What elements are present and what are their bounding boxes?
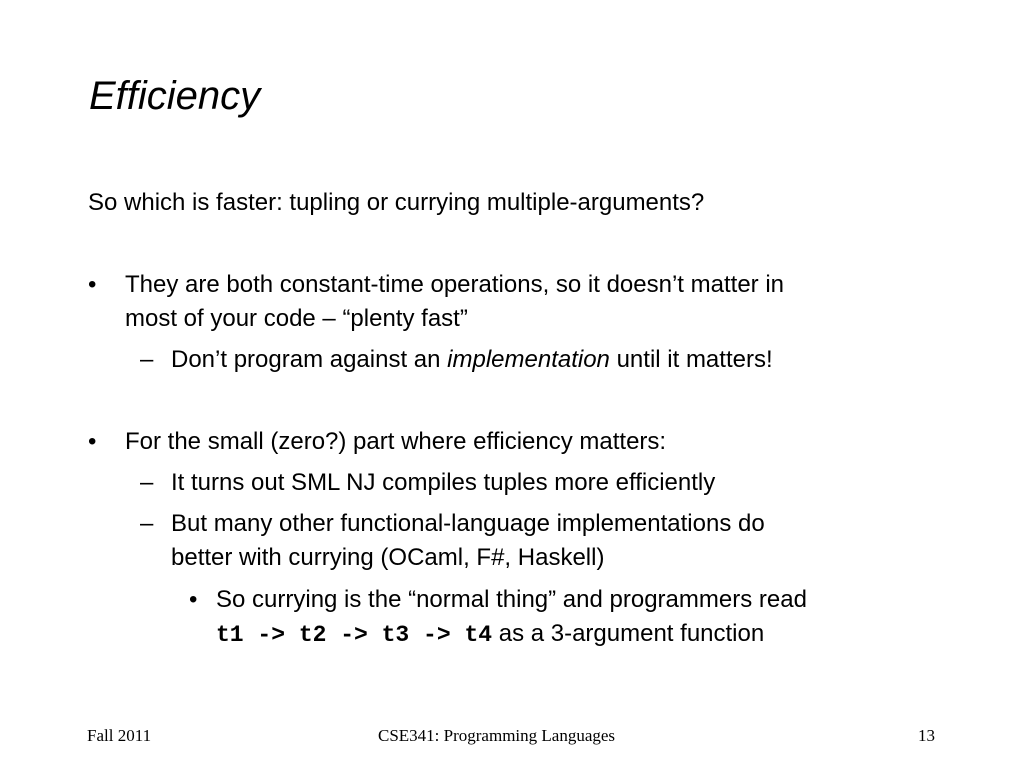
dash-marker: –: [140, 469, 154, 496]
bullet-text: For the small (zero?) part where efficiency matters:: [125, 428, 667, 455]
bullet-constant-time: [88, 268, 784, 336]
sub-bullet-other-implementations: [140, 507, 765, 575]
text-before-emphasis: Don’t program against an: [171, 346, 448, 373]
bullet-marker: •: [88, 271, 97, 298]
dash-marker: –: [140, 510, 154, 537]
slide-title: Efficiency: [89, 74, 261, 118]
sub-bullet-text-line-2: better with currying (OCaml, F#, Haskell): [171, 544, 605, 571]
bullet-marker: •: [189, 586, 198, 613]
dash-marker: –: [140, 346, 154, 373]
sub-bullet-text: [171, 343, 773, 377]
sub-bullet-implementation: [140, 343, 773, 377]
footer-course: CSE341: Programming Languages: [378, 726, 616, 745]
emphasis-text: implementation: [447, 346, 610, 373]
sub-bullet-text-line-1: But many other functional-language implementations do: [171, 510, 765, 537]
sub-sub-bullet-text-line-1: So currying is the “normal thing” and programmers read: [216, 586, 807, 613]
bullet-text-line-1: They are both constant-time operations, so it doesn’t matter in: [125, 271, 785, 298]
footer-page-number: 13: [918, 726, 935, 745]
intro-question: So which is faster: tupling or currying multiple-arguments?: [88, 189, 705, 216]
text-after-emphasis: until it matters!: [609, 346, 773, 373]
sub-bullet-text: It turns out SML NJ compiles tuples more efficiently: [171, 469, 716, 496]
sub-sub-bullet-text-line-2: [216, 617, 807, 652]
footer-term: Fall 2011: [87, 726, 152, 745]
sub-sub-bullet-currying-normal: [189, 583, 807, 652]
code-type-signature: t1 -> t2 -> t3 -> t4: [216, 622, 493, 648]
sub-bullet-sml-nj: [140, 466, 715, 500]
bullet-small-part: [88, 425, 666, 459]
text-after-code: as a 3-argument function: [492, 620, 765, 647]
bullet-marker: •: [88, 428, 97, 455]
bullet-text-line-2: most of your code – “plenty fast”: [125, 305, 468, 332]
